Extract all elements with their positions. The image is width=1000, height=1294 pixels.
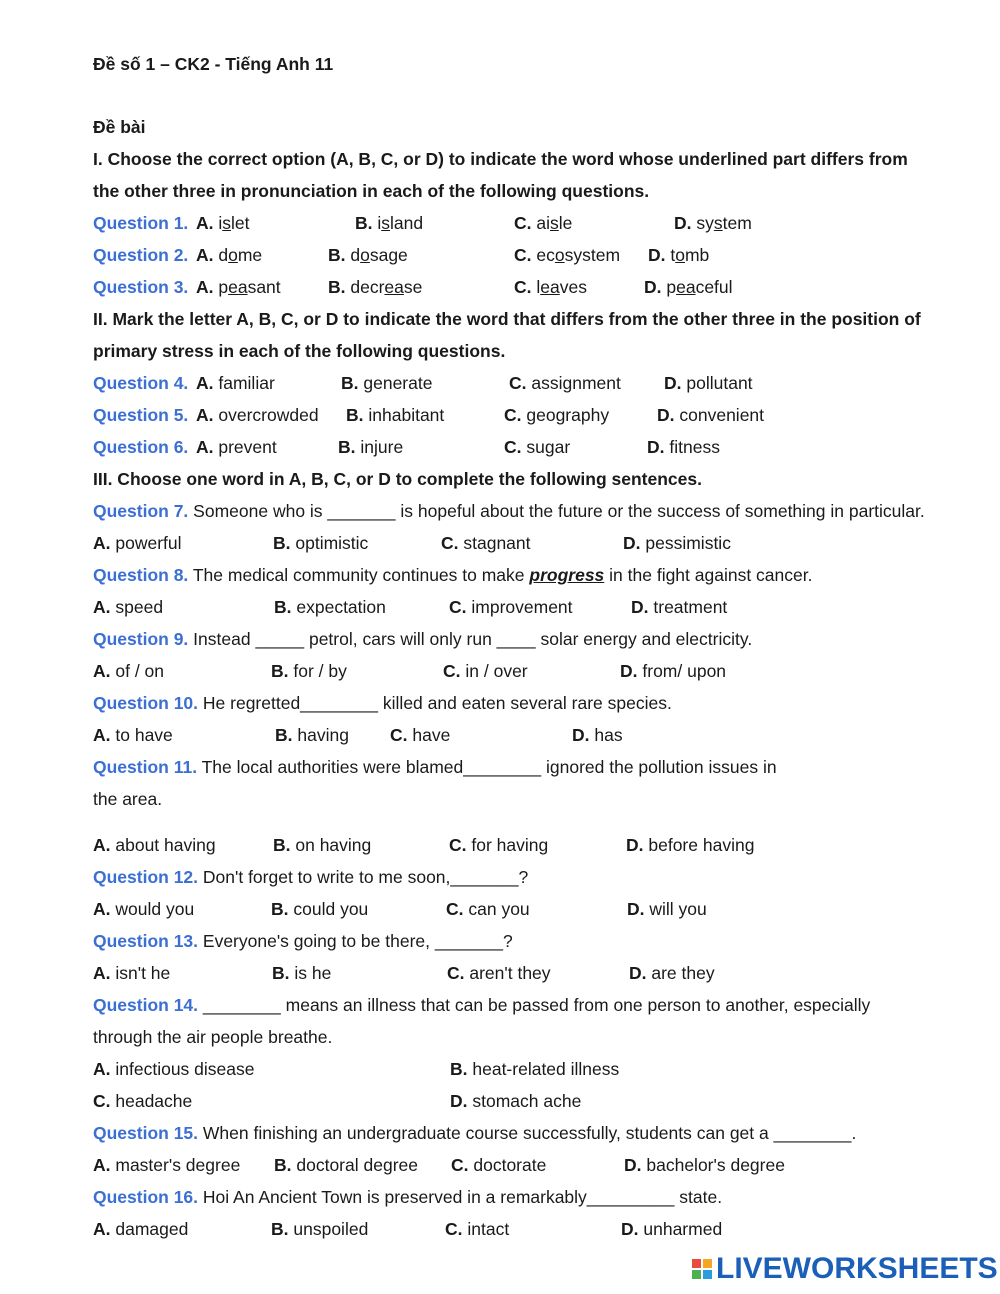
section2-instruction-cont: primary stress in each of the following questions. <box>93 341 506 361</box>
option-b[interactable]: B. dosage <box>328 245 408 265</box>
option-b[interactable]: B. decrease <box>328 277 423 297</box>
option-a[interactable]: A. infectious disease <box>93 1059 255 1079</box>
question-7-options <box>93 532 953 554</box>
option-b[interactable]: B. island <box>355 213 424 233</box>
option-a[interactable]: A. islet <box>196 213 250 233</box>
option-b[interactable]: B. inhabitant <box>346 405 445 425</box>
option-a[interactable]: A. speed <box>93 597 164 617</box>
question-9-options <box>93 660 953 682</box>
option-c[interactable]: C. geography <box>504 405 610 425</box>
option-a[interactable]: A. isn't he <box>93 963 171 983</box>
option-d[interactable]: D. treatment <box>631 597 728 617</box>
option-d[interactable]: D. before having <box>626 835 755 855</box>
option-c[interactable]: C. headache <box>93 1091 193 1111</box>
question-label: Question 4. <box>93 373 189 393</box>
question-16-stem: Question 16. Hoi An Ancient Town is preserved in a remarkably_________ state. <box>93 1187 723 1207</box>
option-a[interactable]: A. peasant <box>196 277 281 297</box>
option-d[interactable]: D. bachelor's degree <box>624 1155 785 1175</box>
option-b[interactable]: B. optimistic <box>273 533 369 553</box>
option-a[interactable]: A. overcrowded <box>196 405 319 425</box>
option-a[interactable]: A. of / on <box>93 661 165 681</box>
option-b[interactable]: B. having <box>275 725 349 745</box>
liveworksheets-logo <box>692 1252 998 1286</box>
option-c[interactable]: C. improvement <box>449 597 573 617</box>
question-label: Question 5. <box>93 405 189 425</box>
option-c[interactable]: C. in / over <box>443 661 528 681</box>
option-d[interactable]: D. pollutant <box>664 373 753 393</box>
option-c[interactable]: C. ecosystem <box>514 245 621 265</box>
option-b[interactable]: B. heat-related illness <box>450 1059 620 1079</box>
question-16-options <box>93 1218 953 1240</box>
option-b[interactable]: B. generate <box>341 373 433 393</box>
option-c[interactable]: C. for having <box>449 835 549 855</box>
option-a[interactable]: A. prevent <box>196 437 277 457</box>
option-c[interactable]: C. stagnant <box>441 533 531 553</box>
option-a[interactable]: A. familiar <box>196 373 275 393</box>
option-c[interactable]: C. sugar <box>504 437 571 457</box>
option-c[interactable]: C. assignment <box>509 373 621 393</box>
option-a[interactable]: A. damaged <box>93 1219 189 1239</box>
section-heading: Đề bài <box>93 117 146 137</box>
option-a[interactable]: A. master's degree <box>93 1155 241 1175</box>
question-15-options <box>93 1154 953 1176</box>
question-2 <box>93 244 953 266</box>
option-b[interactable]: B. unspoiled <box>271 1219 369 1239</box>
section1-instruction: I. Choose the correct option (A, B, C, or D) to indicate the word whose underlined part differs from <box>93 149 908 169</box>
question-label: Question 2. <box>93 245 189 265</box>
option-c[interactable]: C. have <box>390 725 451 745</box>
option-b[interactable]: B. for / by <box>271 661 347 681</box>
question-label: Question 6. <box>93 437 189 457</box>
question-9-stem: Question 9. Instead _____ petrol, cars will only run ____ solar energy and electricity. <box>93 629 753 649</box>
logo-mark-icon <box>692 1259 712 1279</box>
option-a[interactable]: A. about having <box>93 835 216 855</box>
option-b[interactable]: B. is he <box>272 963 332 983</box>
section1-instruction-cont: the other three in pronunciation in each of the following questions. <box>93 181 650 201</box>
option-a[interactable]: A. powerful <box>93 533 182 553</box>
option-d[interactable]: D. peaceful <box>644 277 733 297</box>
question-label: Question 1. <box>93 213 189 233</box>
option-a[interactable]: A. dome <box>196 245 263 265</box>
option-d[interactable]: D. will you <box>627 899 707 919</box>
option-d[interactable]: D. pessimistic <box>623 533 731 553</box>
question-7-stem: Question 7. Someone who is _______ is hopeful about the future or the success of something in particular. <box>93 501 925 521</box>
question-15-stem: Question 15. When finishing an undergraduate course successfully, students can get a ________. <box>93 1123 857 1143</box>
option-b[interactable]: B. expectation <box>274 597 386 617</box>
question-12-options <box>93 898 953 920</box>
section2-instruction: II. Mark the letter A, B, C, or D to indicate the word that differs from the other three in the position of <box>93 309 921 329</box>
option-d[interactable]: D. has <box>572 725 623 745</box>
question-1 <box>93 212 953 234</box>
option-b[interactable]: B. could you <box>271 899 369 919</box>
option-a[interactable]: A. would you <box>93 899 195 919</box>
option-d[interactable]: D. convenient <box>657 405 765 425</box>
question-label: Question 3. <box>93 277 189 297</box>
question-11-options <box>93 834 953 856</box>
question-5 <box>93 404 953 426</box>
option-d[interactable]: D. are they <box>629 963 715 983</box>
option-c[interactable]: C. can you <box>446 899 530 919</box>
question-14-options-row1 <box>93 1058 953 1080</box>
question-6 <box>93 436 953 458</box>
logo-text: LIVEWORKSHEETS <box>716 1252 998 1285</box>
question-10-options <box>93 724 953 746</box>
option-c[interactable]: C. doctorate <box>451 1155 547 1175</box>
option-d[interactable]: D. stomach ache <box>450 1091 582 1111</box>
option-a[interactable]: A. to have <box>93 725 173 745</box>
question-8-options <box>93 596 953 618</box>
question-14-options-row2 <box>93 1090 953 1112</box>
question-10-stem: Question 10. He regretted________ killed and eaten several rare species. <box>93 693 672 713</box>
option-d[interactable]: D. system <box>674 213 752 233</box>
option-d[interactable]: D. unharmed <box>621 1219 723 1239</box>
section3-instruction: III. Choose one word in A, B, C, or D to complete the following sentences. <box>93 469 702 489</box>
option-c[interactable]: C. leaves <box>514 277 587 297</box>
option-b[interactable]: B. on having <box>273 835 372 855</box>
option-c[interactable]: C. intact <box>445 1219 510 1239</box>
question-14-stem-cont: through the air people breathe. <box>93 1027 333 1047</box>
option-d[interactable]: D. tomb <box>648 245 710 265</box>
question-8-stem: Question 8. The medical community continues to make progress in the fight against cancer. <box>93 565 813 585</box>
option-c[interactable]: C. aisle <box>514 213 573 233</box>
question-11-stem: Question 11. The local authorities were blamed________ ignored the pollution issues in <box>93 757 777 777</box>
document-title: Đề số 1 – CK2 - Tiếng Anh 11 <box>93 54 334 74</box>
question-12-stem: Question 12. Don't forget to write to me soon,_______? <box>93 867 529 887</box>
option-d[interactable]: D. from/ upon <box>620 661 727 681</box>
question-4 <box>93 372 953 394</box>
option-d[interactable]: D. fitness <box>647 437 720 457</box>
question-11-stem-cont: the area. <box>93 789 163 809</box>
question-13-options <box>93 962 953 984</box>
question-3 <box>93 276 953 298</box>
emphasized-word: progress <box>529 565 605 585</box>
option-c[interactable]: C. aren't they <box>447 963 551 983</box>
option-b[interactable]: B. doctoral degree <box>274 1155 418 1175</box>
question-14-stem: Question 14. ________ means an illness that can be passed from one person to another, especially <box>93 995 871 1015</box>
option-b[interactable]: B. injure <box>338 437 404 457</box>
question-13-stem: Question 13. Everyone's going to be there, _______? <box>93 931 513 951</box>
